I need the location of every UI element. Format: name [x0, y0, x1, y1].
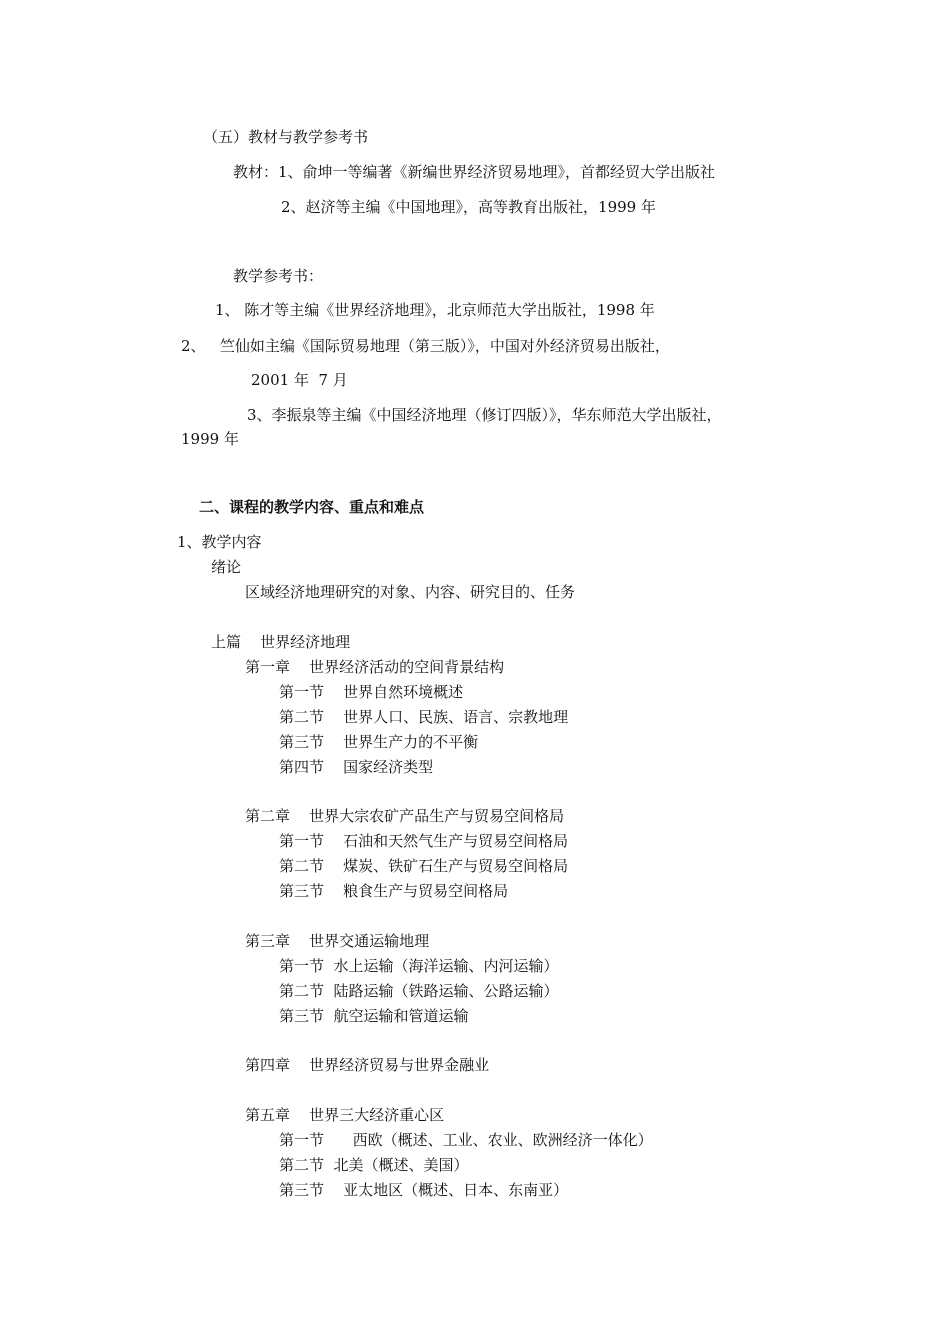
section-item: 第一节 水上运输（海洋运输、内河运输）: [279, 957, 559, 975]
reference-item-2: 2、 竺仙如主编《国际贸易地理（第三版）》，中国对外经济贸易出版社，: [181, 337, 670, 355]
subsection-heading: 1、教学内容: [177, 533, 262, 551]
section-item: 第四节 国家经济类型: [279, 758, 434, 776]
reference-item-1: 1、 陈才等主编《世界经济地理》，北京师范大学出版社，1998 年: [215, 301, 655, 319]
textbooks-heading: （五）教材与教学参考书: [203, 128, 369, 146]
section-item: 第二节 世界人口、民族、语言、宗教地理: [279, 708, 569, 726]
textbook-item-1: 教材：1、俞坤一等编著《新编世界经济贸易地理》，首都经贸大学出版社: [233, 163, 716, 181]
section-item: 第二节 煤炭、铁矿石生产与贸易空间格局: [279, 857, 569, 875]
reference-item-2-cont: 2001 年 7 月: [251, 371, 348, 389]
section-heading: 二、课程的教学内容、重点和难点: [199, 498, 425, 516]
section-item: 第一节 石油和天然气生产与贸易空间格局: [279, 832, 569, 850]
reference-item-3: 3、李振泉等主编《中国经济地理（修订四版）》，华东师范大学出版社，: [247, 406, 722, 424]
section-item: 第三节 亚太地区（概述、日本、东南亚）: [279, 1181, 569, 1199]
chapter-title: 第一章 世界经济活动的空间背景结构: [245, 658, 505, 676]
section-item: 第一节 西欧（概述、工业、农业、欧洲经济一体化）: [279, 1131, 653, 1149]
intro-title: 绪论: [211, 558, 242, 576]
textbook-item-2: 2、赵济等主编《中国地理》，高等教育出版社，1999 年: [281, 198, 656, 216]
intro-text: 区域经济地理研究的对象、内容、研究目的、任务: [245, 583, 576, 601]
chapter-title: 第四章 世界经济贸易与世界金融业: [245, 1056, 490, 1074]
chapter-title: 第二章 世界大宗农矿产品生产与贸易空间格局: [245, 807, 565, 825]
reference-heading: 教学参考书：: [233, 267, 324, 285]
section-item: 第一节 世界自然环境概述: [279, 683, 464, 701]
chapter-title: 第五章 世界三大经济重心区: [245, 1106, 445, 1124]
reference-item-3-cont: 1999 年: [181, 430, 239, 448]
part-title: 上篇 世界经济地理: [211, 633, 351, 651]
section-item: 第三节 世界生产力的不平衡: [279, 733, 479, 751]
section-item: 第三节 航空运输和管道运输: [279, 1007, 469, 1025]
section-item: 第二节 陆路运输（铁路运输、公路运输）: [279, 982, 559, 1000]
section-item: 第二节 北美（概述、美国）: [279, 1156, 469, 1174]
section-item: 第三节 粮食生产与贸易空间格局: [279, 882, 509, 900]
chapter-title: 第三章 世界交通运输地理: [245, 932, 430, 950]
